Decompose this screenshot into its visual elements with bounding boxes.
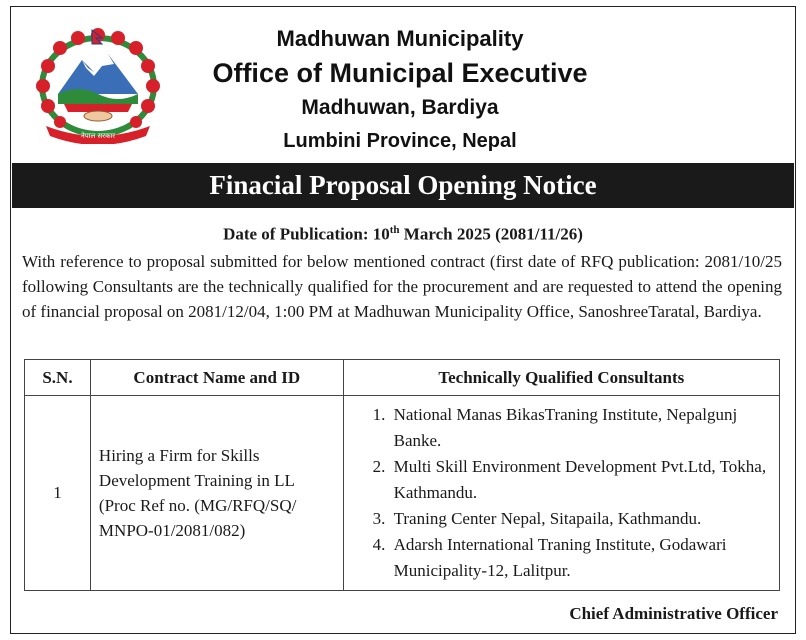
list-item: 4. Adarsh International Traning Institute, Godawari Municipality-12, Lalitpur. [390, 532, 769, 584]
list-item: 3. Traning Center Nepal, Sitapaila, Kathmandu. [390, 506, 769, 532]
notice-title: Finacial Proposal Opening Notice [12, 163, 794, 208]
emblem-caption: नेपाल सरकार [80, 132, 116, 140]
office-name: Office of Municipal Executive [212, 58, 588, 88]
table-header-row [25, 360, 780, 396]
list-item: 1. National Manas BikasTraning Institute, Nepalgunj Banke. [390, 402, 769, 454]
office-location: Madhuwan, Bardiya [301, 96, 499, 119]
row-sn: 1 [25, 396, 91, 591]
header-consultants: Technically Qualified Consultants [343, 360, 779, 396]
publication-date-rest: March 2025 (2081/11/26) [399, 224, 583, 244]
row-contract: Hiring a Firm for Skills Development Training in LL (Proc Ref no. (MG/RFQ/SQ/ MNPO-01/2081/082) [90, 396, 343, 591]
publication-date [12, 218, 794, 247]
header-contract: Contract Name and ID [90, 360, 343, 396]
header-sn: S.N. [25, 360, 91, 396]
municipality-name: Madhuwan Municipality [276, 26, 524, 51]
notice-body: With reference to proposal submitted for below mentioned contract (first date of RFQ publication: 2081/10/25 following Consultants are the technically qualified for the procurement and are requested to attend the opening of financial proposal on 2081/12/04, 1:00 PM at Madhuwan Municipality Office, SanoshreeTaratal, Bardiya. [22, 252, 782, 321]
table-row [25, 396, 780, 591]
row-consultants [343, 396, 779, 591]
publication-date-suffix: th [389, 224, 400, 236]
signature: Chief Administrative Officer [569, 604, 778, 623]
office-header [190, 24, 610, 158]
publication-date-label: Date of Publication: 10 [223, 224, 390, 244]
handshake-icon [84, 111, 112, 121]
nepal-emblem-icon [30, 28, 166, 144]
consultant-list [372, 402, 769, 584]
province-name: Lumbini Province, Nepal [283, 130, 517, 152]
contracts-table [24, 359, 780, 591]
list-item: 2. Multi Skill Environment Development Pvt.Ltd, Tokha, Kathmandu. [390, 454, 769, 506]
